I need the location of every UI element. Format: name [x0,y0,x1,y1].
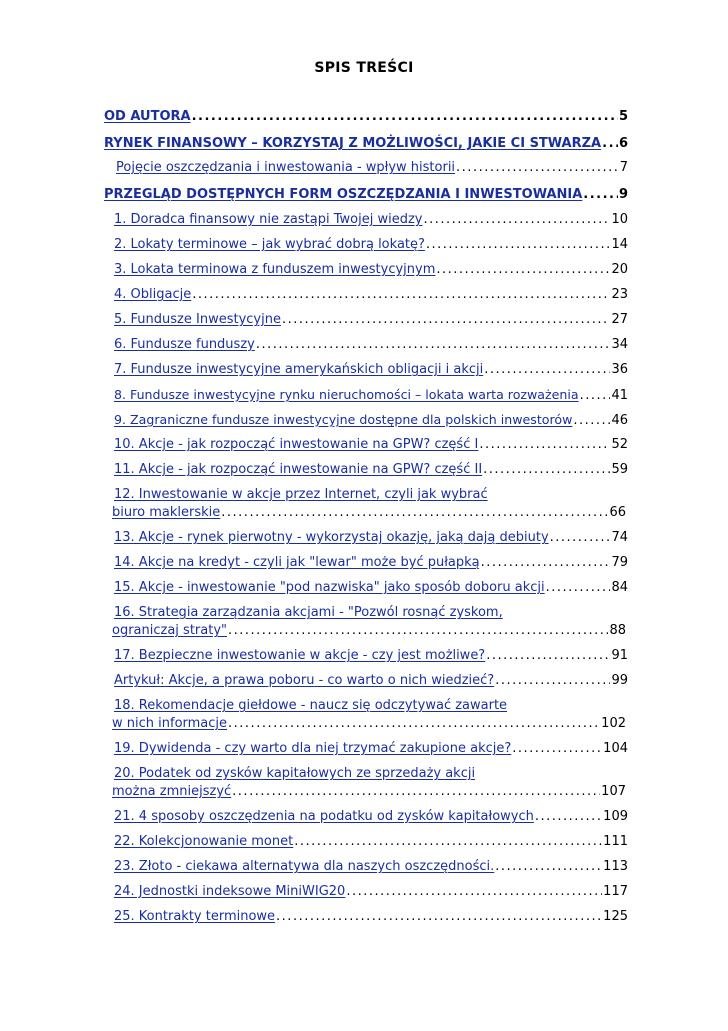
toc-entry-page: 79 [611,555,628,570]
toc-entry-page: 27 [611,312,628,327]
toc-entry-page: 20 [611,262,628,277]
toc-leader-dots [483,461,610,479]
toc-leader-dots [192,286,610,304]
toc-entry-text[interactable]: OD AUTORA [104,109,191,124]
toc-entry-text[interactable]: 6. Fundusze funduszy [114,337,255,352]
toc-leader-dots [583,186,618,204]
toc-entry-first-line[interactable]: 12. Inwestowanie w akcje przez Internet, czyli jak wybrać [114,487,488,502]
toc-leader-dots [282,311,610,329]
toc-entry-page: 5 [618,109,628,124]
toc-leader-dots [479,436,610,454]
toc-entry-first-line[interactable]: 20. Podatek od zysków kapitałowych ze sprzedaży akcji [114,766,476,781]
toc-leader-dots [426,236,611,254]
toc-entry-4[interactable] [114,286,628,304]
toc-entry-text[interactable]: 25. Kontrakty terminowe [114,909,276,924]
toc-leader-dots [228,715,600,733]
toc-entry-text[interactable]: 23. Złoto - ciekawa alternatywa dla naszych oszczędności. [114,859,495,874]
toc-entry-artykul[interactable] [114,672,628,690]
toc-entry-page: 6 [618,136,628,151]
toc-entry-page: 34 [611,337,628,352]
toc-leader-dots [481,554,611,572]
toc-leader-dots [484,361,610,379]
toc-entry-page: 23 [611,287,628,302]
toc-entry-text[interactable]: 13. Akcje - rynek pierwotny - wykorzystaj okazję, jaką dają debiuty [114,530,549,545]
toc-entry-page: 41 [611,388,628,403]
toc-entry-2[interactable] [114,236,628,254]
toc-entry-od-autora[interactable] [104,108,628,126]
toc-leader-dots [192,108,618,126]
toc-leader-dots [546,579,611,597]
toc-leader-dots [486,647,610,665]
toc-leader-dots [436,261,610,279]
toc-entry-11[interactable] [114,461,628,479]
toc-entry-text[interactable]: 4. Obligacje [114,287,192,302]
toc-entry-text[interactable]: 21. 4 sposoby oszczędzenia na podatku od zysków kapitałowych [114,809,534,824]
toc-entry-page: 10 [611,212,628,227]
toc-entry-page: 104 [603,741,628,756]
toc-entry-first-line[interactable]: 18. Rekomendacje giełdowe - naucz się odczytywać zawarte [114,698,508,713]
toc-entry-text[interactable]: 8. Fundusze inwestycyjne rynku nieruchomości – lokata warta rozważenia [114,387,579,402]
toc-entry-22[interactable] [114,833,628,851]
toc-entry-page: 7 [619,160,628,175]
toc-entry-page: 91 [611,648,628,663]
toc-leader-dots [512,740,602,758]
toc-entry-page: 59 [611,462,628,477]
toc-entry-page: 74 [611,530,628,545]
toc-entry-15[interactable] [114,579,628,597]
toc-entry-25[interactable] [114,908,628,926]
toc-entry-text[interactable]: 5. Fundusze Inwestycyjne [114,312,281,327]
toc-entry-page: 66 [609,505,626,520]
toc-leader-dots [456,159,619,177]
toc-entry-text[interactable]: 2. Lokaty terminowe – jak wybrać dobrą lokatę? [114,237,425,252]
toc-entry-page: 88 [609,623,626,638]
toc-leader-dots [495,858,602,876]
toc-entry-23[interactable] [114,858,628,876]
toc-entry-text[interactable]: Pojęcie oszczędzania i inwestowania - wpływ historii [116,160,456,175]
toc-entry-pojecie[interactable] [116,159,628,177]
toc-entry-page: 36 [611,362,628,377]
toc-entry-text[interactable]: 10. Akcje - jak rozpocząć inwestowanie na GPW? część I [114,437,479,452]
toc-entry-1[interactable] [114,211,628,229]
toc-leader-dots [580,387,611,405]
toc-entry-17[interactable] [114,647,628,665]
toc-entry-16[interactable] [114,604,628,640]
toc-entry-text[interactable]: w nich informacje [112,716,228,731]
toc-entry-text[interactable]: 14. Akcje na kredyt - czyli jak "lewar" może być pułapką [114,555,480,570]
toc-entry-14[interactable] [114,554,628,572]
toc-entry-page: 46 [611,413,628,428]
toc-leader-dots [221,504,608,522]
toc-entry-page: 84 [611,580,628,595]
toc-entry-8[interactable] [114,386,628,405]
toc-entry-13[interactable] [114,529,628,547]
toc-entry-9[interactable] [114,411,628,430]
toc-leader-dots [602,135,618,153]
toc-entry-text[interactable]: można zmniejszyć [112,784,232,799]
toc-entry-text[interactable]: biuro maklerskie [112,505,221,520]
toc-leader-dots [573,412,610,430]
toc-entry-18[interactable] [114,697,628,733]
toc-entry-page: 111 [603,834,628,849]
toc-entry-page: 14 [611,237,628,252]
toc-entry-page: 113 [603,859,628,874]
toc-entry-text[interactable]: 7. Fundusze inwestycyjne amerykańskich obligacji i akcji [114,362,484,377]
toc-entry-12[interactable] [114,486,628,522]
toc-leader-dots [228,622,608,640]
toc-entry-text[interactable]: RYNEK FINANSOWY – KORZYSTAJ Z MOŻLIWOŚCI, JAKIE CI STWARZA [104,136,602,151]
toc-entry-6[interactable] [114,336,628,354]
toc-entry-page: 102 [601,716,626,731]
toc-entry-first-line[interactable]: 16. Strategia zarządzania akcjami - "Pozwól rosnąć zyskom, [114,605,503,620]
toc-entry-page: 52 [611,437,628,452]
toc-entry-24[interactable] [114,883,628,901]
toc-entry-text[interactable]: 1. Doradca finansowy nie zastąpi Twojej wiedzy [114,212,423,227]
toc-entry-text[interactable]: ograniczaj straty" [112,623,228,638]
toc-entry-7[interactable] [114,361,628,379]
toc-leader-dots [256,336,611,354]
toc-leader-dots [276,908,602,926]
toc-entry-page: 117 [603,884,628,899]
toc-entry-text[interactable]: 9. Zagraniczne fundusze inwestycyjne dostępne dla polskich inwestorów [114,412,573,427]
toc-entry-19[interactable] [114,740,628,758]
toc-entry-text[interactable]: 22. Kolekcjonowanie monet [114,834,294,849]
toc-entry-page: 125 [603,909,628,924]
toc-entry-21[interactable] [114,808,628,826]
toc-entry-page: 109 [603,809,628,824]
toc-entry-przeglad[interactable] [104,186,628,204]
toc-entry-text[interactable]: Artykuł: Akcje, a prawa poboru - co warto o nich wiedzieć? [114,673,495,688]
toc-entry-5[interactable] [114,311,628,329]
toc-entry-text[interactable]: 11. Akcje - jak rozpocząć inwestowanie na GPW? część II [114,462,483,477]
toc-entry-3[interactable] [114,261,628,279]
toc-leader-dots [423,211,610,229]
toc-entry-text[interactable]: 24. Jednostki indeksowe MiniWIG20 [114,884,346,899]
toc-leader-dots [495,672,610,690]
toc-leader-dots [550,529,611,547]
toc-entry-page: 99 [611,673,628,688]
toc-entry-text[interactable]: 17. Bezpieczne inwestowanie w akcje - czy jest możliwe? [114,648,486,663]
toc-entry-20[interactable] [114,765,628,801]
toc-leader-dots [294,833,602,851]
toc-entry-page: 9 [618,187,628,202]
toc-entry-text[interactable]: 19. Dywidenda - czy warto dla niej trzymać zakupione akcje? [114,741,512,756]
toc-entry-text[interactable]: 3. Lokata terminowa z funduszem inwestycyjnym [114,262,436,277]
toc-leader-dots [346,883,602,901]
toc-entry-text[interactable]: PRZEGLĄD DOSTĘPNYCH FORM OSZCZĘDZANIA I INWESTOWANIA [104,187,583,202]
toc-entry-10[interactable] [114,436,628,454]
toc-title: SPIS TREŚCI [314,60,414,76]
toc-leader-dots [535,808,602,826]
toc-leader-dots [232,783,600,801]
toc-entry-text[interactable]: 15. Akcje - inwestowanie "pod nazwiska" jako sposób doboru akcji [114,580,545,595]
toc-entry-rynek-finansowy[interactable] [104,135,628,153]
toc-entry-page: 107 [601,784,626,799]
